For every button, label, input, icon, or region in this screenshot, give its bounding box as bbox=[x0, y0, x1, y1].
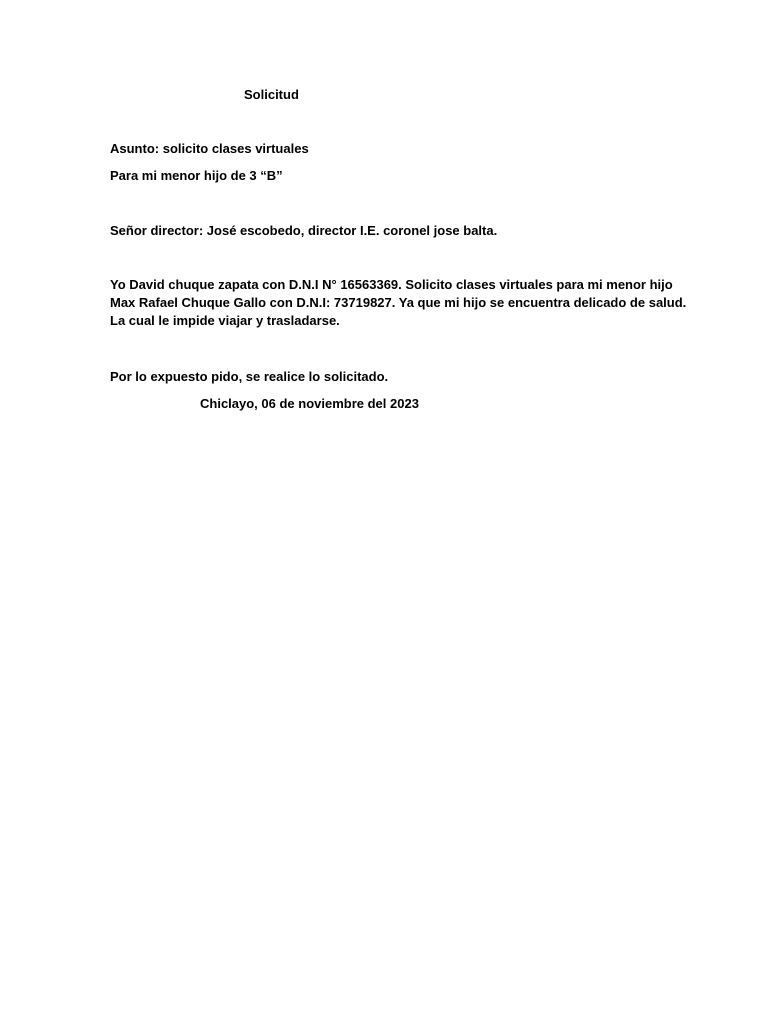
body-line: Max Rafael Chuque Gallo con D.N.I: 73719827. Ya que mi hijo se encuentra delicado de salud. bbox=[110, 295, 687, 310]
place-date-line: Chiclayo, 06 de noviembre del 2023 bbox=[200, 396, 419, 411]
request-body bbox=[110, 276, 710, 330]
document-title: Solicitud bbox=[244, 87, 299, 102]
body-line: Yo David chuque zapata con D.N.I N° 16563369. Solicito clases virtuales para mi menor hijo bbox=[110, 277, 673, 292]
body-line: La cual le impide viajar y trasladarse. bbox=[110, 313, 340, 328]
closing-line: Por lo expuesto pido, se realice lo solicitado. bbox=[110, 369, 389, 384]
recipient-child-line: Para mi menor hijo de 3 “B” bbox=[110, 168, 283, 183]
addressee-line: Señor director: José escobedo, director I.E. coronel jose balta. bbox=[110, 223, 498, 238]
subject-line: Asunto: solicito clases virtuales bbox=[110, 141, 309, 156]
